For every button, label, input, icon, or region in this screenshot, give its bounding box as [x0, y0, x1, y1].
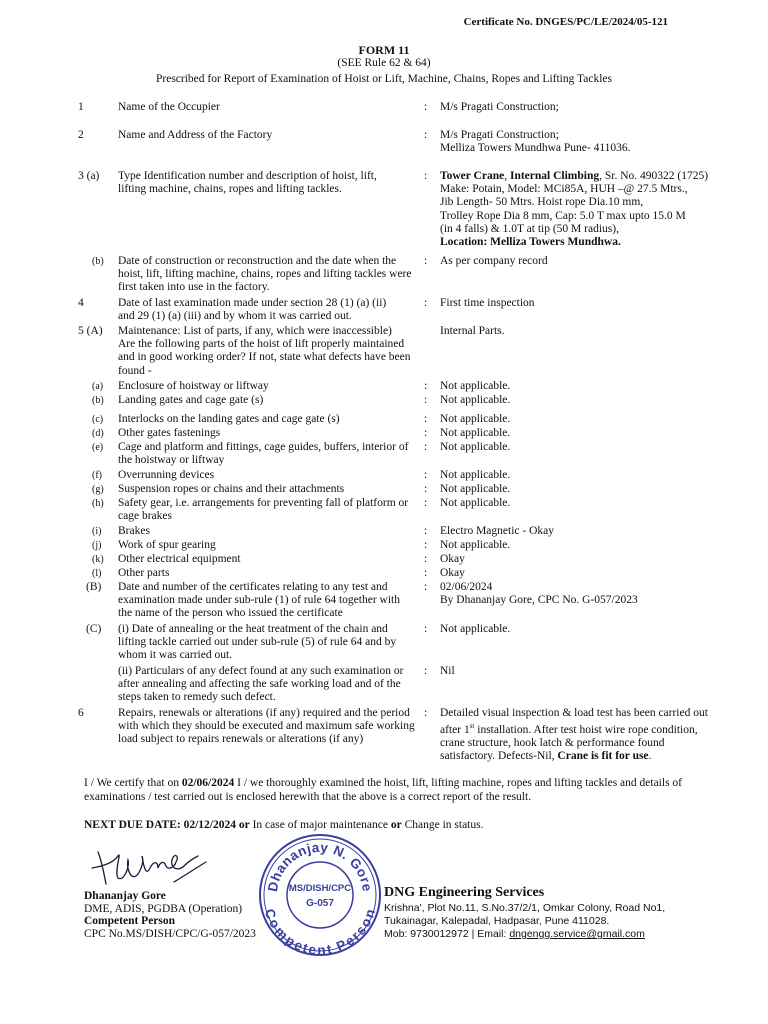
colon: : [424, 525, 428, 537]
certificate-date: 02/06/2024 [440, 581, 493, 593]
item-value: Not applicable. [440, 469, 511, 481]
form-subtitle: Prescribed for Report of Examination of Hoist or Lift, Machine, Chains, Ropes and Lifting Tackles [155, 73, 612, 85]
svg-text:Competent Person [262, 907, 379, 958]
colon: : [424, 380, 428, 392]
item-value [440, 129, 725, 155]
item-number: 1 [78, 101, 84, 113]
value-text: Detailed visual inspection & load test has been carried out after 1 [440, 707, 708, 737]
value-line: Jib Length- 50 Mtrs. Hoist rope Dia.10 mm, [440, 196, 644, 209]
colon: : [424, 413, 428, 425]
item-value: Not applicable. [440, 441, 511, 453]
item-number: (i) [92, 526, 102, 537]
item-label: Other gates fastenings [118, 427, 221, 439]
certify-date: 02/06/2024 [181, 777, 235, 789]
item-number: (a) [92, 381, 104, 392]
item-number: 2 [78, 129, 84, 141]
certificate-issuer: By Dhananjay Gore, CPC No. G-057/2023 [440, 594, 638, 607]
stamp-top-text: Dhananjay N. Gore [264, 839, 375, 893]
item-label: Other parts [118, 567, 170, 579]
colon: : [424, 101, 428, 113]
colon: : [424, 255, 428, 267]
company-block [384, 886, 665, 941]
item-label: Date of construction or reconstruction and the date when the hoist, lift, lifting machine, chains, ropes and lifting tackles were first taken into use in the factory. [118, 255, 412, 294]
colon: : [424, 665, 428, 677]
item-value [440, 707, 720, 764]
item-label: Name of the Occupier [118, 101, 220, 113]
colon: : [424, 394, 428, 406]
stamp-line-2: G-057 [306, 898, 334, 909]
signatory-qualifications: DME, ADIS, PGDBA (Operation) [84, 902, 243, 915]
certify-text: I / We certify that on [84, 777, 182, 789]
colon: : [424, 129, 428, 141]
item-number: (B) [86, 581, 102, 593]
next-due-date [84, 818, 724, 832]
certificate-number: Certificate No. DNGES/PC/LE/2024/05-121 [463, 16, 668, 28]
value-line: Trolley Rope Dia 8 mm, Cap: 5.0 T max upto 15.0 M [440, 209, 686, 222]
item-number: (d) [92, 428, 104, 439]
item-label: Date of last examination made under section 28 (1) (a) (ii) and 29 (1) (a) (iii) and by whom it was carried out. [118, 297, 387, 323]
crane-type: Tower Crane [440, 170, 505, 182]
stamp-bottom-text: Competent Person [261, 906, 379, 958]
item-value: Okay [440, 567, 465, 579]
colon: : [424, 497, 428, 509]
superscript: st [469, 722, 475, 731]
item-label: Repairs, renewals or alterations (if any) required and the period with which they should be executed and maximum safe working load subject to repairs renewals or alterations (if any) [118, 707, 415, 746]
item-number: (j) [92, 540, 102, 551]
item-number: (f) [92, 470, 102, 481]
item-value: Not applicable. [440, 483, 511, 495]
item-value: Electro Magnetic - Okay [440, 525, 554, 537]
serial-number: , Sr. No. 490322 (1725) [599, 170, 709, 182]
company-contact [384, 928, 665, 941]
item-label: Interlocks on the landing gates and cage gate (s) [118, 413, 340, 425]
item-value: Not applicable. [440, 497, 511, 509]
item-value: Not applicable. [440, 623, 511, 635]
separator: , [504, 170, 510, 182]
value-line: (in 4 falls) & 1.0T at tip (50 M radius), [440, 222, 619, 235]
company-email-link[interactable]: dngengg.service@gmail.com [509, 928, 645, 940]
item-value: Not applicable. [440, 380, 511, 392]
item-number: 3 (a) [78, 170, 100, 182]
signatory-name: Dhananjay Gore [84, 890, 166, 902]
item-number: (b) [92, 395, 104, 406]
company-address-line: Tukainagar, Kalepadal, Hadpasar, Pune 411028. [384, 915, 610, 927]
colon: : [424, 581, 428, 593]
value-line: Melliza Towers Mundhwa Pune- 411036. [440, 142, 631, 155]
item-label: Brakes [118, 525, 150, 537]
location-label: Location: [440, 236, 488, 249]
location-value: Melliza Towers Mundhwa. [487, 236, 621, 249]
item-label: Type Identification number and description of hoist, lift, lifting machine, chains, ropes and lifting tackles. [118, 170, 377, 196]
item-value: Not applicable. [440, 394, 511, 406]
item-number: (l) [92, 568, 102, 579]
item-number: (g) [92, 484, 104, 495]
item-label [118, 325, 418, 378]
item-value: Not applicable. [440, 427, 511, 439]
value-line: M/s Pragati Construction; [440, 129, 559, 141]
item-label: Enclosure of hoistway or liftway [118, 380, 269, 392]
colon: : [424, 567, 428, 579]
item-label: Overrunning devices [118, 469, 215, 481]
item-value: Not applicable. [440, 413, 511, 425]
item-number: (k) [92, 554, 104, 565]
label-line: Are the following parts of the hoist of lift properly maintained and in good working order? If not, state what defects have been found - [118, 338, 411, 377]
signatory-cpc: CPC No.MS/DISH/CPC/G-057/2023 [84, 927, 256, 940]
item-label: (i) Date of annealing or the heat treatment of the chain and lifting tackle carried out under sub-rule (5) of rule 64 and by whom it was carried out. [118, 623, 397, 662]
colon: : [424, 441, 428, 453]
colon: : [424, 427, 428, 439]
item-label: Suspension ropes or chains and their attachments [118, 483, 345, 495]
climbing-type: Internal Climbing [509, 170, 600, 182]
colon: : [424, 539, 428, 551]
item-label: (ii) Particulars of any defect found at any such examination or after annealing and affecting the safe working load and of the steps taken to remedy such defect. [118, 665, 404, 704]
item-value [440, 170, 725, 249]
item-value [440, 581, 725, 607]
colon: : [424, 707, 428, 719]
value-line: Make: Potain, Model: MCi85A, HUH –@ 27.5 Mtrs., [440, 183, 688, 196]
certification-statement [84, 776, 724, 804]
company-phone: Mob: 9730012972 | Email: [384, 928, 510, 940]
next-due-label: NEXT DUE DATE: 02/12/2024 or [84, 819, 250, 831]
company-name: DNG Engineering Services [384, 885, 545, 900]
form-rule: (SEE Rule 62 & 64) [337, 57, 431, 69]
item-label: Landing gates and cage gate (s) [118, 394, 264, 406]
item-number: 6 [78, 707, 84, 719]
company-address-line: Krishna', Plot No.11, S.No.37/2/1, Omkar Colony, Road No1, [384, 902, 666, 914]
item-value: As per company record [440, 255, 548, 267]
certify-text: I / we thoroughly examined the hoist, lift, lifting machine, ropes and lifting tackles and details of examinations / test carried out is enclosed herewith that the above is a correct report of the result. [84, 777, 683, 803]
item-label: Date and number of the certificates relating to any test and examination made under sub-rule (1) of rule 64 together with the name of the person who issued the certificate [118, 581, 400, 620]
item-label: Other electrical equipment [118, 553, 241, 565]
item-label: Work of spur gearing [118, 539, 216, 551]
stamp-line-1: MS/DISH/CPC [288, 883, 352, 894]
label-line: Maintenance: List of parts, if any, which were inaccessible) [118, 325, 392, 337]
next-due-text: In case of major maintenance [249, 819, 391, 831]
colon: : [424, 483, 428, 495]
handwritten-signature [84, 838, 214, 898]
item-number: (b) [92, 256, 104, 267]
item-label: Cage and platform and fittings, cage guides, buffers, interior of the hoistway or liftway [118, 441, 409, 467]
value-text: . [648, 750, 652, 763]
colon: : [424, 469, 428, 481]
item-value: Internal Parts. [440, 325, 505, 337]
item-value: First time inspection [440, 297, 535, 309]
item-number: (c) [92, 414, 104, 425]
fit-for-use: Crane is fit for use [557, 750, 649, 763]
item-label: Safety gear, i.e. arrangements for preventing fall of platform or cage brakes [118, 497, 409, 523]
form-title: FORM 11 [358, 43, 410, 57]
colon: : [424, 623, 428, 635]
item-number: (C) [86, 623, 102, 635]
signatory-block [84, 890, 256, 940]
signatory-role: Competent Person [84, 915, 176, 928]
item-value: Not applicable. [440, 539, 511, 551]
colon: : [424, 553, 428, 565]
item-number: 4 [78, 297, 84, 309]
colon: : [424, 170, 428, 182]
next-due-text: Change in status. [401, 819, 484, 831]
item-label: Name and Address of the Factory [118, 129, 273, 141]
item-value: M/s Pragati Construction; [440, 101, 559, 113]
competent-person-stamp [257, 832, 383, 958]
item-number: (e) [92, 442, 104, 453]
item-number: (h) [92, 498, 104, 509]
value-text: installation. After test hoist wire rope condition, crane structure, hook latch & performance found satisfactory. Defects-Nil, [440, 724, 698, 763]
item-number: 5 (A) [78, 325, 103, 337]
item-value: Okay [440, 553, 465, 565]
item-value: Nil [440, 665, 455, 677]
next-due-or: or [390, 819, 402, 831]
colon: : [424, 297, 428, 309]
